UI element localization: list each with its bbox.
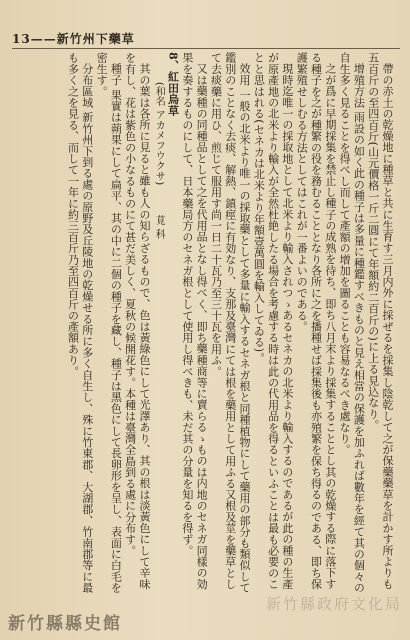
archive-stamp-left: 新竹縣縣史館 xyxy=(8,614,122,634)
paragraph-2: 增殖方法 雨設の如く此の種子は多量に種鑑すべきものと見え相當の保護を加ふれば數年を經て其の個々の自生多く見ることを得べし而して產額の增加を圖ることも容易なるべき處なり。 xyxy=(338,52,366,594)
vertical-text-body xyxy=(14,52,394,600)
section-8-family: 莧 科 xyxy=(153,215,165,240)
paragraph-8: 種子 果實は蒴果にして扁平、其の中に二個の種子を藏し、種子は黑色にして長卵形を呈し、表面に白毛を密生す。 xyxy=(95,52,123,594)
page-title: 新竹州下藥草 xyxy=(56,32,135,46)
header-dash: —— xyxy=(30,32,57,46)
page-number: 13 xyxy=(12,32,31,46)
archive-stamp xyxy=(0,595,410,640)
header-rule xyxy=(12,48,400,49)
paragraph-3: 之が爲に早期採集を禁止し種子の成熟を待ち、即ち八月末より採集することとし其の乾燥する際に落下する種子を之が種繁の役を務むることとなり各所に之を播種せば採集後も亦殖繁を保ち得るのである、即ち保護繁殖せしむる方法としてはこれが一番よいのである。 xyxy=(295,52,337,590)
section-8-number: 8、 xyxy=(166,52,180,72)
section-8-title xyxy=(165,52,179,600)
paragraph-5: 效用 一般の北米より唯一の採取藥として多量に輸入するセネガ根と同種植物にして藥用の部分も類似して鑑別のことなく去痰、解熱、鎮痙に有効なり、支那及臺灣にては根を藥用として用ふる又根及莖を藥草として去痰藥に用ひ、煎じて服用す尚一日二十瓦乃至三十瓦を用ふ。 xyxy=(209,52,252,594)
paragraph-7: 其の葉は各所に見ると雖も人の知らざるもので、色は黃綠色にして光澤あり、其の根は淡黃色にして辛味を有し、花は紫色の小なるものにて甚だ美しく、夏秋の候開花す。本種は臺灣全島到る處に分布す。 xyxy=(123,52,151,590)
section-8-reading: (和名 アカメフウクサ) xyxy=(153,82,165,186)
section-8-names xyxy=(151,52,165,600)
paragraph-4: 現時迄唯一の採取地として北米より輸入されつゝあるセネカの北米より輸入するのであるが此の種の生產が原產地の北米より輸入が全然杜絶したる場合を考慮する時は此の代用品を得るといふことは最も必要のことと思はれる(セネカは北米より年額壹萬圓を輸入してゐる)。 xyxy=(252,52,294,590)
archive-watermark-right: 新竹縣政府文化局 xyxy=(265,595,402,613)
paragraph-6: 又は藥種の同種品として之を代用品となし得べく、即ち藥種商等に賣らるゝものは内地のセネガ同樣の効果を奏するものにして、日本藥局方のセネガ根として使用し得べきも、未だ其の分量を知るを得ず。 xyxy=(180,52,209,590)
paragraph-9: 分布區域 新竹州下到る處の原野及丘陵地の乾燥せる所に多く自生し、殊に竹東郡、大湖郡、竹南郡等に最も多く之を見る、而して一年に約三百斤乃至四百斤の產額あり。 xyxy=(66,52,94,594)
paragraph-1: 帶の赤土の乾燥地に種草と共に生育す三月内外に採ぜるを採集し陰乾して之が保藥藥草を計かす所よりも五百斤の至四百斤(山元價格一斤二圓にて年額約二百斤の)に上る見込なり。 xyxy=(366,52,394,590)
section-8-name: 紅田烏草 xyxy=(166,71,180,116)
page-header xyxy=(12,30,135,47)
